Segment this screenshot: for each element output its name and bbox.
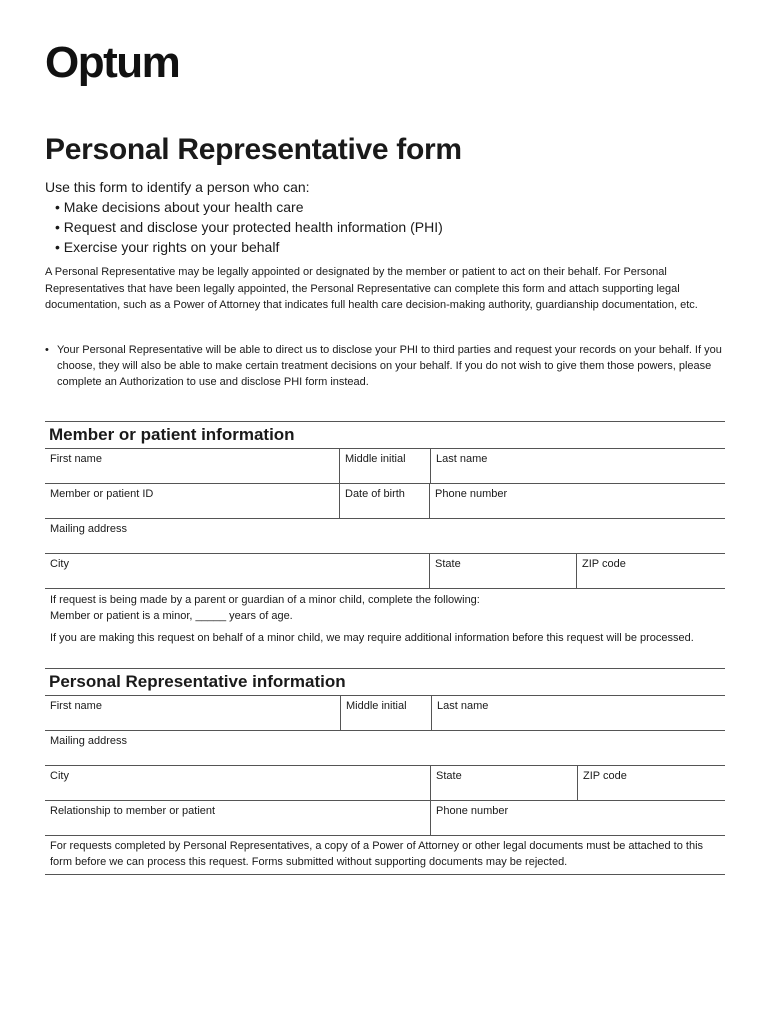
rep-middle-initial-field[interactable]: Middle initial [340, 696, 431, 730]
member-phone-field[interactable]: Phone number [429, 484, 725, 518]
member-state-field[interactable]: State [429, 554, 576, 588]
rep-state-field[interactable]: State [430, 766, 577, 800]
minor-age-line[interactable]: Member or patient is a minor, _____ years of age. [50, 610, 293, 622]
intro-bullet: • Make decisions about your health care [55, 199, 304, 215]
rep-address-row [45, 730, 725, 765]
intro-block [45, 177, 443, 257]
minor-info-block [45, 588, 725, 649]
minor-note: If you are making this request on behalf of a minor child, we may require additional information before this request will be processed. [50, 632, 694, 644]
representative-paragraph: A Personal Representative may be legally appointed or designated by the member or patient to act on their behalf. For Personal Representatives that have been legally appointed, the Personal Representative can complete this form and attach supporting legal documentation, such as a Power of Attorney that indicates full health care decision-making authority, guardianship documentation, etc. [45, 266, 698, 311]
member-last-name-field[interactable]: Last name [430, 449, 725, 483]
powers-note [45, 342, 735, 390]
member-dob-field[interactable]: Date of birth [339, 484, 429, 518]
intro-lead: Use this form to identify a person who can: [45, 179, 310, 195]
member-mailing-address-field[interactable]: Mailing address [50, 523, 128, 535]
rep-last-name-field[interactable]: Last name [431, 696, 725, 730]
rep-name-row [45, 695, 725, 730]
member-section [45, 421, 725, 649]
member-zip-field[interactable]: ZIP code [576, 554, 725, 588]
section-end-divider [45, 874, 725, 875]
rep-zip-field[interactable]: ZIP code [577, 766, 725, 800]
rep-mailing-address-field[interactable]: Mailing address [50, 735, 128, 747]
minor-instruction: If request is being made by a parent or guardian of a minor child, complete the following: [50, 594, 480, 606]
rep-city-field[interactable]: City [50, 770, 69, 782]
member-name-row [45, 448, 725, 483]
member-middle-initial-field[interactable]: Middle initial [339, 449, 430, 483]
member-id-field[interactable]: Member or patient ID [50, 488, 154, 500]
representative-section-heading: Personal Representative information [45, 668, 725, 695]
member-city-row [45, 553, 725, 588]
member-address-row [45, 518, 725, 553]
member-section-heading: Member or patient information [45, 421, 725, 448]
bullet-dot: • [45, 344, 49, 356]
optum-logo: Optum [45, 38, 180, 87]
page-title: Personal Representative form [45, 133, 462, 166]
rep-first-name-field[interactable]: First name [50, 700, 102, 712]
rep-relationship-row [45, 800, 725, 835]
representative-section [45, 668, 725, 875]
powers-note-text: Your Personal Representative will be able to direct us to disclose your PHI to third parties and request your records on your behalf. If you choose, they will also be able to make certain treatment decisions on your behalf. If you do not wish to give them those powers, please complete an Authorization to use and disclose PHI form instead. [57, 344, 722, 388]
rep-city-row [45, 765, 725, 800]
rep-relationship-field[interactable]: Relationship to member or patient [50, 805, 216, 817]
member-city-field[interactable]: City [50, 558, 69, 570]
intro-bullet: • Request and disclose your protected health information (PHI) [55, 219, 443, 235]
member-id-row [45, 483, 725, 518]
intro-bullet: • Exercise your rights on your behalf [55, 239, 280, 255]
member-first-name-field[interactable]: First name [50, 453, 102, 465]
rep-phone-field[interactable]: Phone number [430, 801, 725, 835]
rep-footer-note: For requests completed by Personal Representatives, a copy of a Power of Attorney or other legal documents must be attached to this form before we can process this request. Forms submitted without supporting documents may be rejected. [45, 835, 725, 874]
